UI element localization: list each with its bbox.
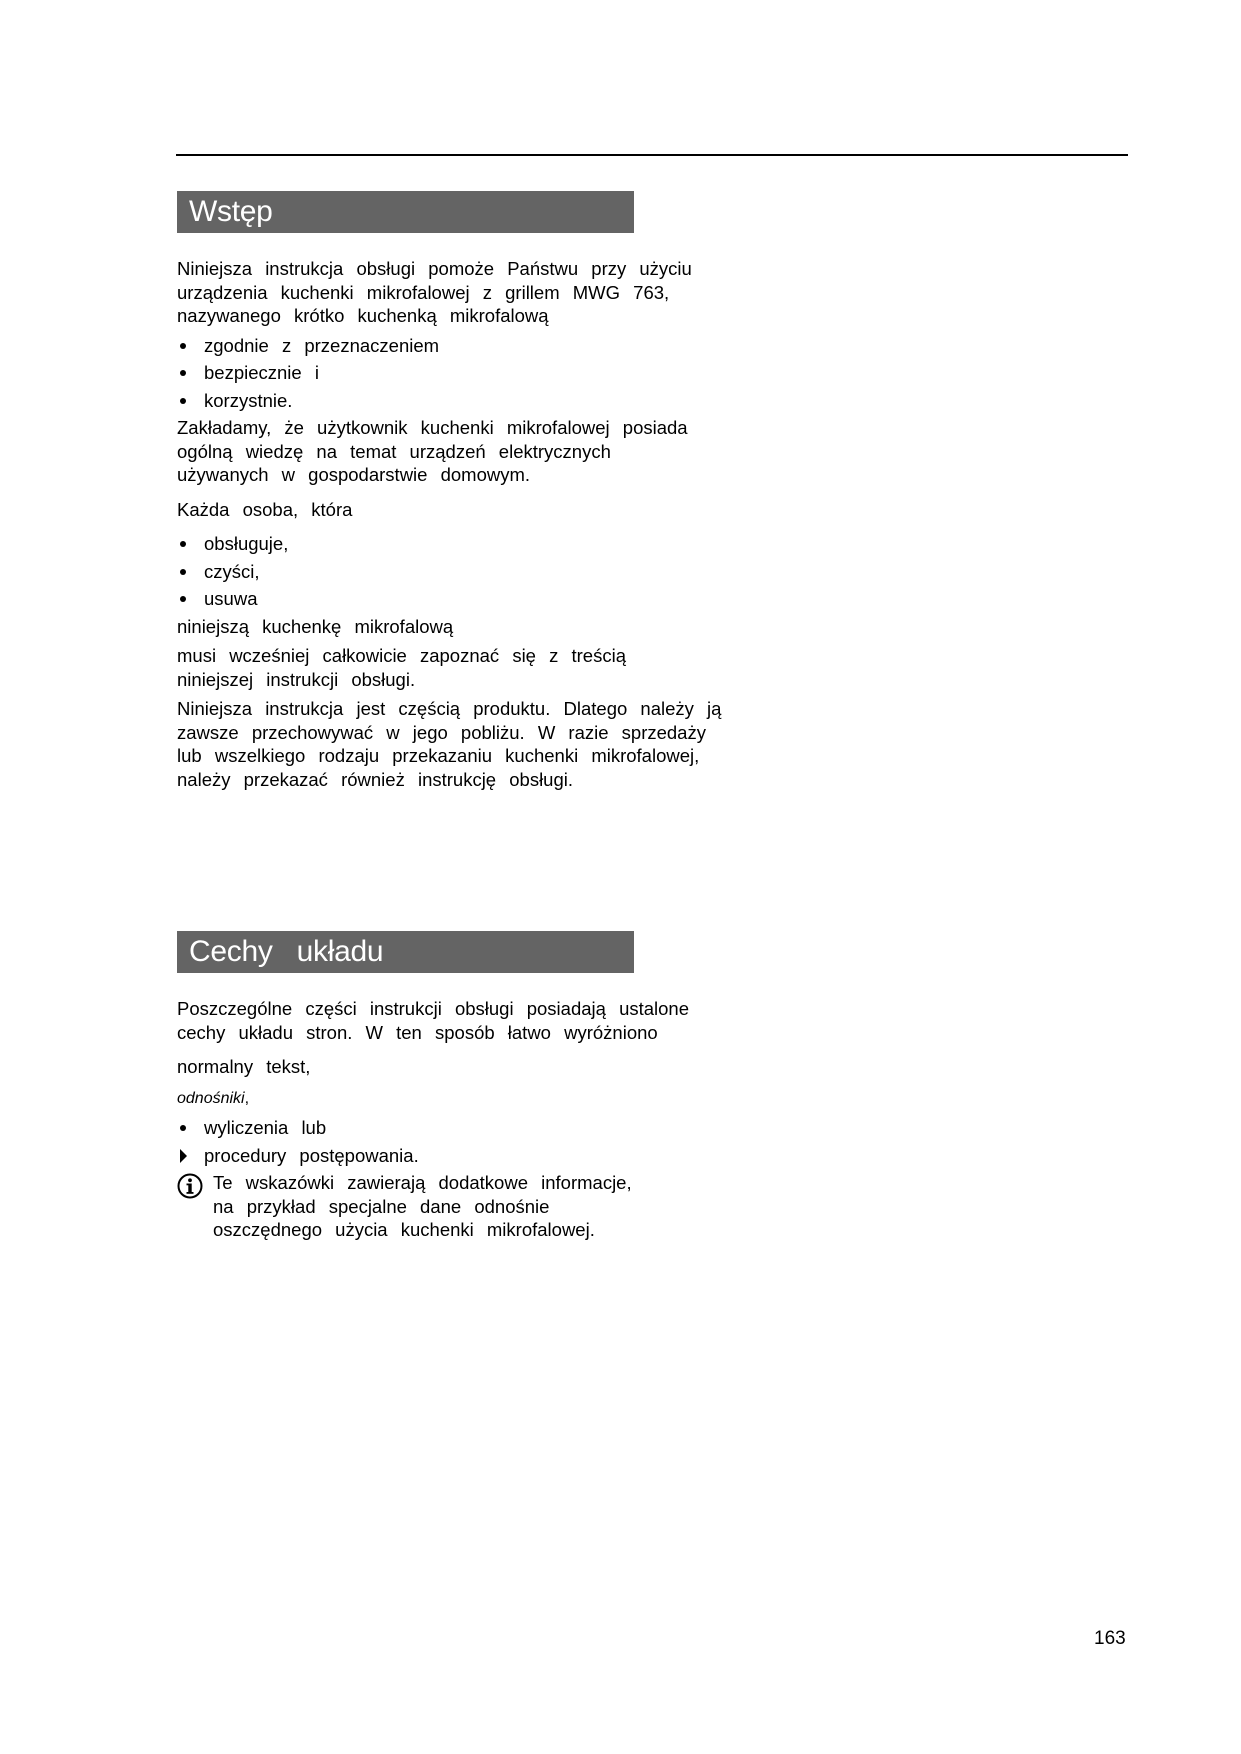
assumption-paragraph: Zakładamy, że użytkownik kuchenki mikrofalowej posiada ogólną wiedzę na temat urządzeń elektrycznych używanych w gospodarstwie domowym. bbox=[177, 417, 688, 485]
list-item: usuwa bbox=[177, 587, 697, 615]
note-text: Te wskazówki zawierają dodatkowe informacje, na przykład specjalne dane odnośnie oszczędnego użycia kuchenki mikrofalowej. bbox=[213, 1172, 632, 1240]
reference-example: odnośniki, bbox=[177, 1089, 250, 1107]
must-read-paragraph: musi wcześniej całkowicie zapoznać się z treścią niniejszej instrukcji obsługi. bbox=[177, 645, 626, 690]
bullet-dot-icon bbox=[180, 569, 186, 575]
page-number: 163 bbox=[1094, 1628, 1126, 1649]
section-body-wstep bbox=[177, 257, 722, 791]
top-rule bbox=[176, 154, 1128, 156]
list-item: wyliczenia lub bbox=[177, 1116, 717, 1144]
actions-list bbox=[177, 532, 697, 615]
triangle-right-icon bbox=[180, 1149, 187, 1163]
bullet-dot-icon bbox=[180, 541, 186, 547]
section-title-wstep: Wstęp bbox=[177, 191, 634, 233]
list-item: obsługuje, bbox=[177, 532, 697, 560]
object-paragraph: niniejszą kuchenkę mikrofalową bbox=[177, 615, 454, 637]
bullet-dot-icon bbox=[180, 343, 186, 349]
bullet-dot-icon bbox=[180, 596, 186, 602]
usage-list bbox=[177, 334, 697, 417]
bullet-dot-icon bbox=[180, 370, 186, 376]
intro-paragraph: Niniejsza instrukcja obsługi pomoże Państwu przy użyciu urządzenia kuchenki mikrofalowej z grillem MWG 763, nazywanego krótko kuchenką mikrofalową bbox=[177, 258, 692, 326]
list-item: bezpiecznie i bbox=[177, 361, 697, 389]
list-item: zgodnie z przeznaczeniem bbox=[177, 334, 697, 362]
list-item: czyści, bbox=[177, 560, 697, 588]
info-icon bbox=[177, 1173, 203, 1199]
formatting-list bbox=[177, 1116, 717, 1171]
bullet-dot-icon bbox=[180, 398, 186, 404]
layout-paragraph: Poszczególne części instrukcji obsługi posiadają ustalone cechy układu stron. W ten sposób łatwo wyróżniono bbox=[177, 998, 690, 1043]
procedure-item: procedury postępowania. bbox=[177, 1144, 717, 1172]
info-note bbox=[177, 1171, 643, 1242]
keep-manual-paragraph: Niniejsza instrukcja jest częścią produktu. Dlatego należy ją zawsze przechowywać w jego pobliżu. W razie sprzedaży lub wszelkiego rodzaju przekazaniu kuchenki mikrofalowej, należy przekazać również instrukcję obsługi. bbox=[177, 698, 722, 790]
normal-text-example: normalny tekst, bbox=[177, 1056, 311, 1077]
person-paragraph: Każda osoba, która bbox=[177, 498, 353, 520]
section-title-cechy-ukladu: Cechy układu bbox=[177, 931, 634, 973]
list-item: korzystnie. bbox=[177, 389, 697, 417]
section-body-cechy-ukladu bbox=[177, 997, 717, 1242]
bullet-dot-icon bbox=[180, 1125, 186, 1131]
